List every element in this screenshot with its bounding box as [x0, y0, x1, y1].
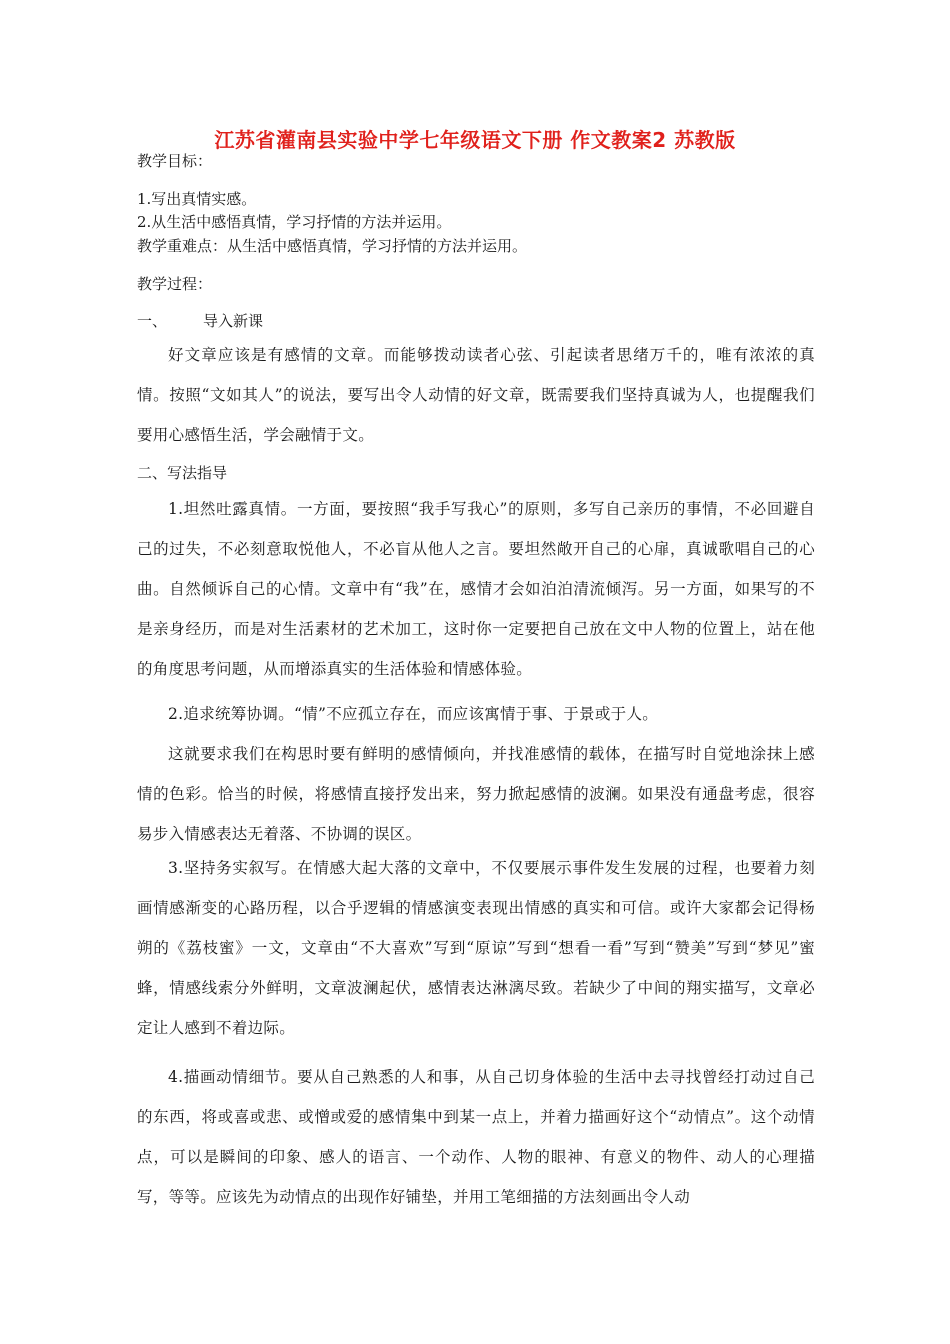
paragraph-1: 1.坦然吐露真情。一方面，要按照“我手写我心”的原则，多写自己亲历的事情，不必回避自己的过失，不必刻意取悦他人，不必盲从他人之言。要坦然敞开自己的心扉，真诚歌唱自己的心曲。自然倾诉自己的心情。文章中有“我”在，感情才会如泊泊清流倾泻。另一方面，如果写的不是亲身经历，而是对生活素材的艺术加工，这时你一定要把自己放在文中人物的位置上，站在他的角度思考问题，从而增添真实的生活体验和情感体验。 [137, 500, 815, 678]
key-points: 教学重难点：从生活中感悟真情，学习抒情的方法并运用。 [137, 237, 528, 255]
section-1-title: 导入新课 [203, 312, 264, 330]
intro-paragraph: 好文章应该是有感情的文章。而能够拨动读者心弦、引起读者思绪万千的，唯有浓浓的真情。按照“文如其人”的说法，要写出令人动情的好文章，既需要我们坚持真诚为人，也提醒我们要用心感悟生活，学会融情于文。 [137, 346, 815, 444]
paragraph-2: 2.追求统筹协调。“情”不应孤立存在，而应该寓情于事、于景或于人。 [168, 705, 659, 723]
paragraph-2b: 这就要求我们在构思时要有鲜明的感情倾向，并找准感情的载体，在描写时自觉地涂抹上感情的色彩。恰当的时候，将感情直接抒发出来，努力掀起感情的波澜。如果没有通盘考虑，很容易步入情感表达无着落、不协调的误区。 [137, 745, 815, 843]
goals-heading: 教学目标： [137, 152, 213, 170]
document-title: 江苏省灌南县实验中学七年级语文下册 作文教案2 苏教版 [214, 128, 736, 152]
paragraph-3: 3.坚持务实叙写。在情感大起大落的文章中，不仅要展示事件发生发展的过程，也要着力刻画情感渐变的心路历程，以合乎逻辑的情感演变表现出情感的真实和可信。或许大家都会记得杨朔的《荔枝蜜》一文，文章由“不大喜欢”写到“原谅”写到“想看一看”写到“赞美”写到“梦见”蜜蜂，情感线索分外鲜明，文章波澜起伏，感情表达淋漓尽致。若缺少了中间的翔实描写，文章必定让人感到不着边际。 [137, 859, 815, 1037]
process-heading: 教学过程： [137, 275, 213, 293]
paragraph-4: 4.描画动情细节。要从自己熟悉的人和事，从自己切身体验的生活中去寻找曾经打动过自己的东西，将或喜或悲、或憎或爱的感情集中到某一点上，并着力描画好这个“动情点”。这个动情点，可以是瞬间的印象、感人的语言、一个动作、人物的眼神、有意义的物件、动人的心理描写，等等。应该先为动情点的出现作好铺垫，并用工笔细描的方法刻画出令人动 [137, 1068, 815, 1206]
goal-item: 2.从生活中感悟真情，学习抒情的方法并运用。 [137, 213, 452, 231]
section-1-number: 一、 [137, 312, 168, 330]
goal-item: 1.写出真情实感。 [137, 190, 257, 208]
section-1-heading [137, 311, 263, 331]
section-2-heading: 二、写法指导 [137, 464, 228, 482]
